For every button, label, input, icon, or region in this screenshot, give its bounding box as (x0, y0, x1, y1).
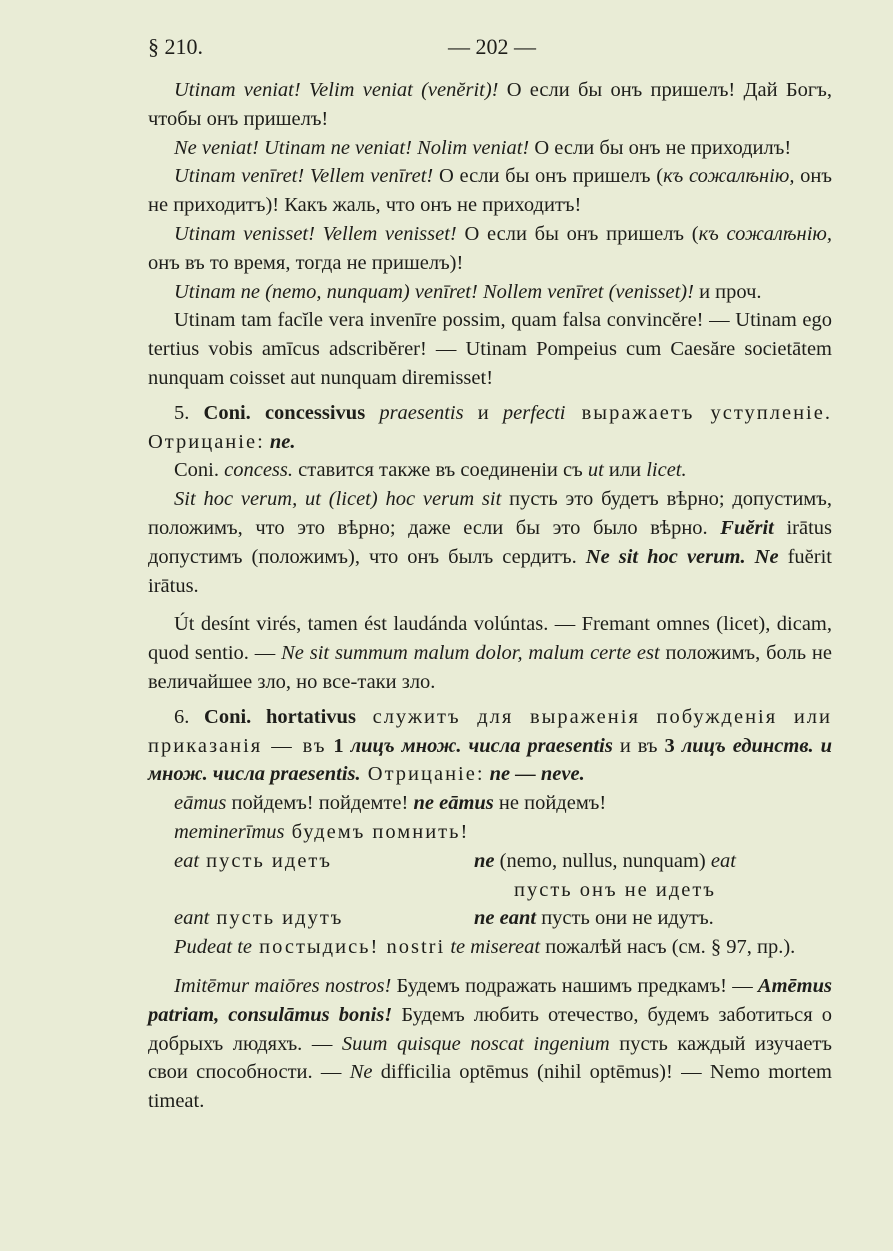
paragraph-8: Coni. concess. ставится также въ соединеніи съ ut или licet. (174, 459, 687, 482)
paragraph-4: Utinam venisset! Vellem venisset! О если бы онъ пришелъ (къ сожалѣнію, онъ въ то время, тогда не пришелъ)! (148, 222, 832, 274)
paragraph-hortativus: 6. Coni. hortativus служитъ для выраженія побужденія или приказанія — въ 1 лицъ множ. числа praesentis и въ 3 лицъ единств. и множ. числа praesentis. Отрицаніе: ne — neve. (148, 705, 832, 786)
example-eat-translation: пусть онъ не идетъ (514, 878, 716, 901)
example-eat: eat пусть идетъ ne (nemo, nullus, nunquam) eat (174, 849, 736, 872)
paragraph-2: Ne veniat! Utinam ne veniat! Nolim veniat! О если бы онъ не приходилъ! (174, 136, 792, 159)
example-meminerimus: meminerīmus будемъ помнить! (174, 820, 470, 843)
example-eant: eant пусть идутъ ne eant пусть они не идутъ. (174, 907, 714, 930)
example-eamus: eāmus пойдемъ! пойдемте! ne eāmus не пойдемъ! (174, 792, 607, 815)
paragraph-12: Imitēmur maiōres nostros! Будемъ подражать нашимъ предкамъ! — Amēmus patriam, consulāmus bonis! Будемъ любить отечество, будемъ заботиться о добрыхъ людяхъ. — Suum quisque noscat ingenium пусть каждый изучаетъ свои способности. — Ne difficilia optēmus (nihil optēmus)! — Nemo mortem timeat. (148, 974, 833, 1113)
section-number: § 210. (148, 34, 203, 59)
paragraph-9: Sit hoc verum, ut (licet) hoc verum sit пусть это будетъ вѣрно; допустимъ, положимъ, что это вѣрно; даже если бы это было вѣрно. Fuĕrit irātus допустимъ (положимъ), что онъ былъ сердитъ. Ne sit hoc verum. Ne fuĕrit irātus. (148, 488, 832, 597)
example-pudeat: Pudeat te постыдись! nostri te misereat пожалѣй насъ (см. § 97, пр.). (174, 936, 796, 959)
paragraph-1: Utinam veniat! Velim veniat (venĕrit)! О если бы онъ пришелъ! Дай Богъ, чтобы онъ пришелъ! (148, 79, 832, 130)
paragraph-3: Utinam venīret! Vellem venīret! О если бы онъ пришелъ (къ сожалѣнію, онъ не приходитъ)! Какъ жаль, что онъ не приходитъ! (148, 165, 832, 217)
paragraph-6: Utinam tam facĭle vera invenīre possim, quam falsa convincĕre! — Utinam ego tertius vobis amīcus adscribĕrer! — Utinam Pompeius cum Caesăre societātem nunquam coisset aut nunquam diremisset! (148, 309, 832, 389)
page-number: — 202 — (448, 34, 536, 59)
paragraph-concessivus: 5. Coni. concessivus praesentis и perfecti выражаетъ уступленіе. Отрицаніе: ne. (148, 401, 832, 453)
paragraph-5: Utinam ne (nemo, nunquam) venīret! Nollem venīret (venisset)! и проч. (174, 280, 762, 303)
paragraph-10: Út desínt virés, tamen ést laudánda volúntas. — Fremant omnes (licet), dicam, quod sentio. — Ne sit summum malum dolor, malum certe est положимъ, боль не величайшее зло, но все-таки зло. (148, 613, 833, 693)
page-header (148, 34, 828, 64)
body-text (148, 76, 832, 1116)
